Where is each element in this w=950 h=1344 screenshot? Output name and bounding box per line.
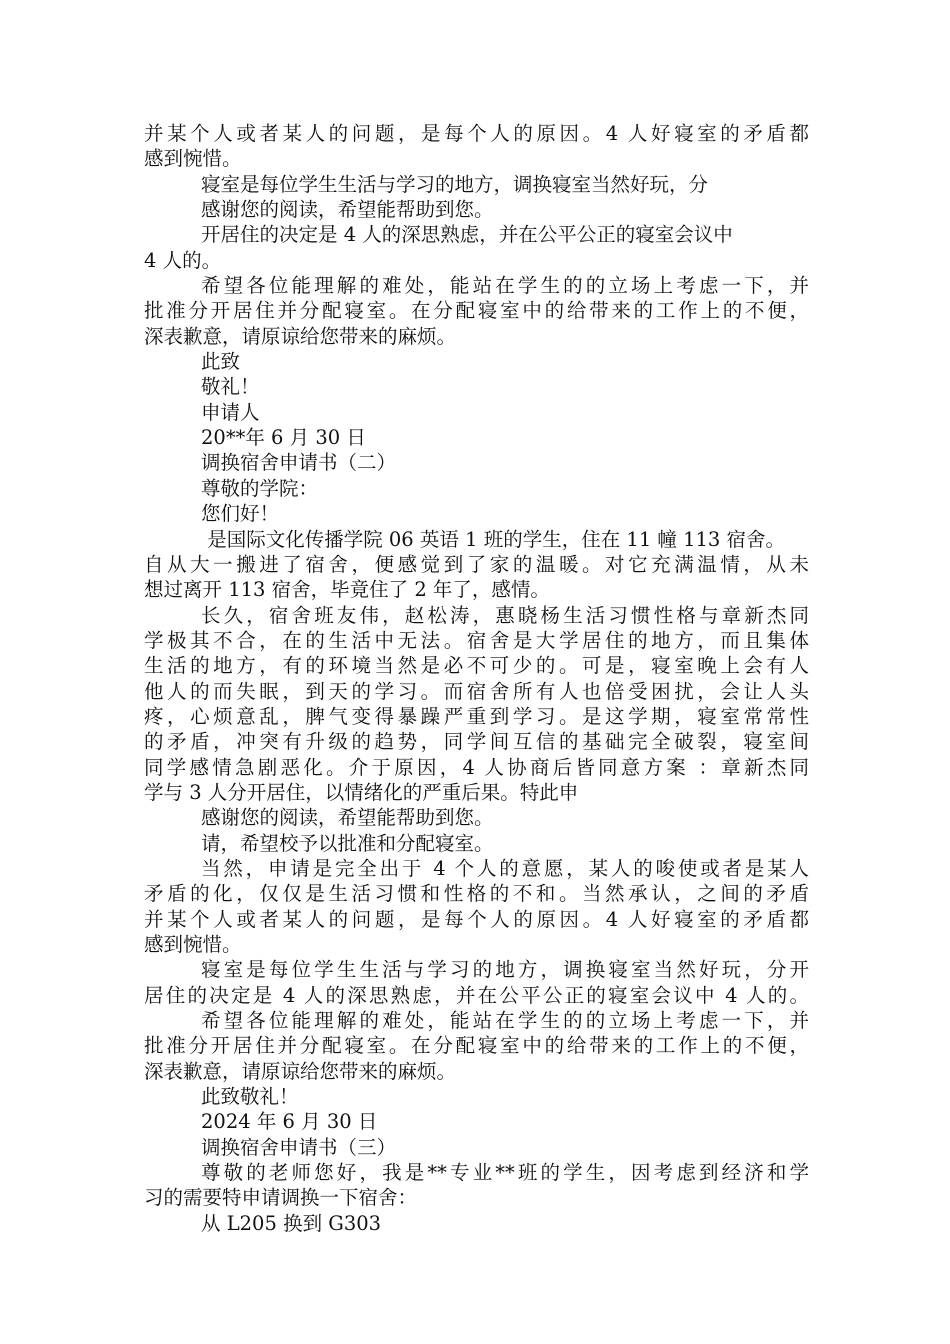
- text-line: 深表歉意，请原谅给您带来的麻烦。: [144, 324, 457, 348]
- text-line: 矛盾的化，仅仅是生活习惯和性格的不和。当然承认，之间的矛盾: [144, 882, 809, 906]
- text-line: 此致: [201, 350, 241, 374]
- text-line: 想过离开 113 宿舍，毕竟住了 2 年了，感情。: [144, 578, 550, 602]
- text-line: 尊敬的学院：: [201, 476, 319, 500]
- text-line: 寝室是每位学生生活与学习的地方，调换寝室当然好玩，分: [201, 172, 709, 196]
- text-line: 调换宿舍申请书（三）: [201, 1135, 397, 1159]
- text-line: 批准分开居住并分配寝室。在分配寝室中的给带来的工作上的不便，: [144, 1034, 809, 1058]
- text-line: 开居住的决定是 4 人的深思熟虑，并在公平公正的寝室会议中: [201, 223, 733, 247]
- text-line: 感谢您的阅读，希望能帮助到您。: [201, 806, 494, 830]
- text-line: 当然，申请是完全出于 4 个人的意愿，某人的唆使或者是某人: [201, 856, 809, 880]
- text-line: 他人的而失眠，到天的学习。而宿舍所有人也倍受困扰，会让人头: [144, 679, 809, 703]
- text-line: 4 人的。: [144, 248, 222, 272]
- text-line: 深表歉意，请原谅给您带来的麻烦。: [144, 1059, 457, 1083]
- text-line: 感到惋惜。: [144, 147, 242, 171]
- text-line: 居住的决定是 4 人的深思熟虑，并在公平公正的寝室会议中 4 人的。: [144, 983, 809, 1007]
- text-line: 感谢您的阅读，希望能帮助到您。: [201, 198, 494, 222]
- text-line: 并某个人或者某人的问题，是每个人的原因。4 人好寝室的矛盾都: [144, 907, 809, 931]
- text-line: 的矛盾，冲突有升级的趋势，同学间互信的基础完全破裂，寝室间: [144, 730, 809, 754]
- text-line: 申请人: [201, 400, 260, 424]
- text-line: 希望各位能理解的难处，能站在学生的的立场上考虑一下，并: [201, 274, 809, 298]
- text-line: 请，希望校予以批准和分配寝室。: [201, 831, 494, 855]
- text-line: 学与 3 人分开居住，以情绪化的严重后果。特此申: [144, 780, 579, 804]
- text-line: 学极其不合，在的生活中无法。宿舍是大学居住的地方，而且集体: [144, 628, 809, 652]
- text-line: 20**年 6 月 30 日: [201, 426, 366, 450]
- text-line: 生活的地方，有的环境当然是必不可少的。可是，寝室晚上会有人: [144, 654, 809, 678]
- text-line: 敬礼！: [201, 375, 260, 399]
- text-line: 2024 年 6 月 30 日: [201, 1110, 378, 1134]
- text-line: 寝室是每位学生生活与学习的地方，调换寝室当然好玩，分开: [201, 958, 809, 982]
- text-line: 是国际文化传播学院 06 英语 1 班的学生，住在 11 幢 113 宿舍。: [201, 527, 786, 551]
- text-line: 批准分开居住并分配寝室。在分配寝室中的给带来的工作上的不便，: [144, 299, 809, 323]
- text-line: 尊敬的老师您好，我是**专业**班的学生，因考虑到经济和学: [201, 1161, 809, 1185]
- text-line: 同学感情急剧恶化。介于原因，4 人协商后皆同意方案 ：章新杰同: [144, 755, 809, 779]
- text-line: 从 L205 换到 G303: [201, 1211, 382, 1235]
- text-line: 您们好！: [201, 502, 280, 526]
- text-line: 调换宿舍申请书（二）: [201, 451, 397, 475]
- document-page: [144, 121, 809, 1236]
- text-line: 感到惋惜。: [144, 933, 242, 956]
- text-line: 习的需要特申请调换一下宿舍：: [144, 1186, 418, 1210]
- text-line: 并某个人或者某人的问题，是每个人的原因。4 人好寝室的矛盾都: [144, 122, 809, 145]
- text-line: 长久，宿舍班友伟，赵松涛，惠晓杨生活习惯性格与章新杰同: [201, 603, 809, 627]
- text-line: 自从大一搬进了宿舍，便感觉到了家的温暖。对它充满温情，从未: [144, 552, 809, 576]
- text-line: 此致敬礼！: [201, 1085, 299, 1109]
- text-line: 希望各位能理解的难处，能站在学生的的立场上考虑一下，并: [201, 1009, 809, 1033]
- text-line: 疼，心烦意乱，脾气变得暴躁严重到学习。是这学期，寝室常常性: [144, 704, 809, 728]
